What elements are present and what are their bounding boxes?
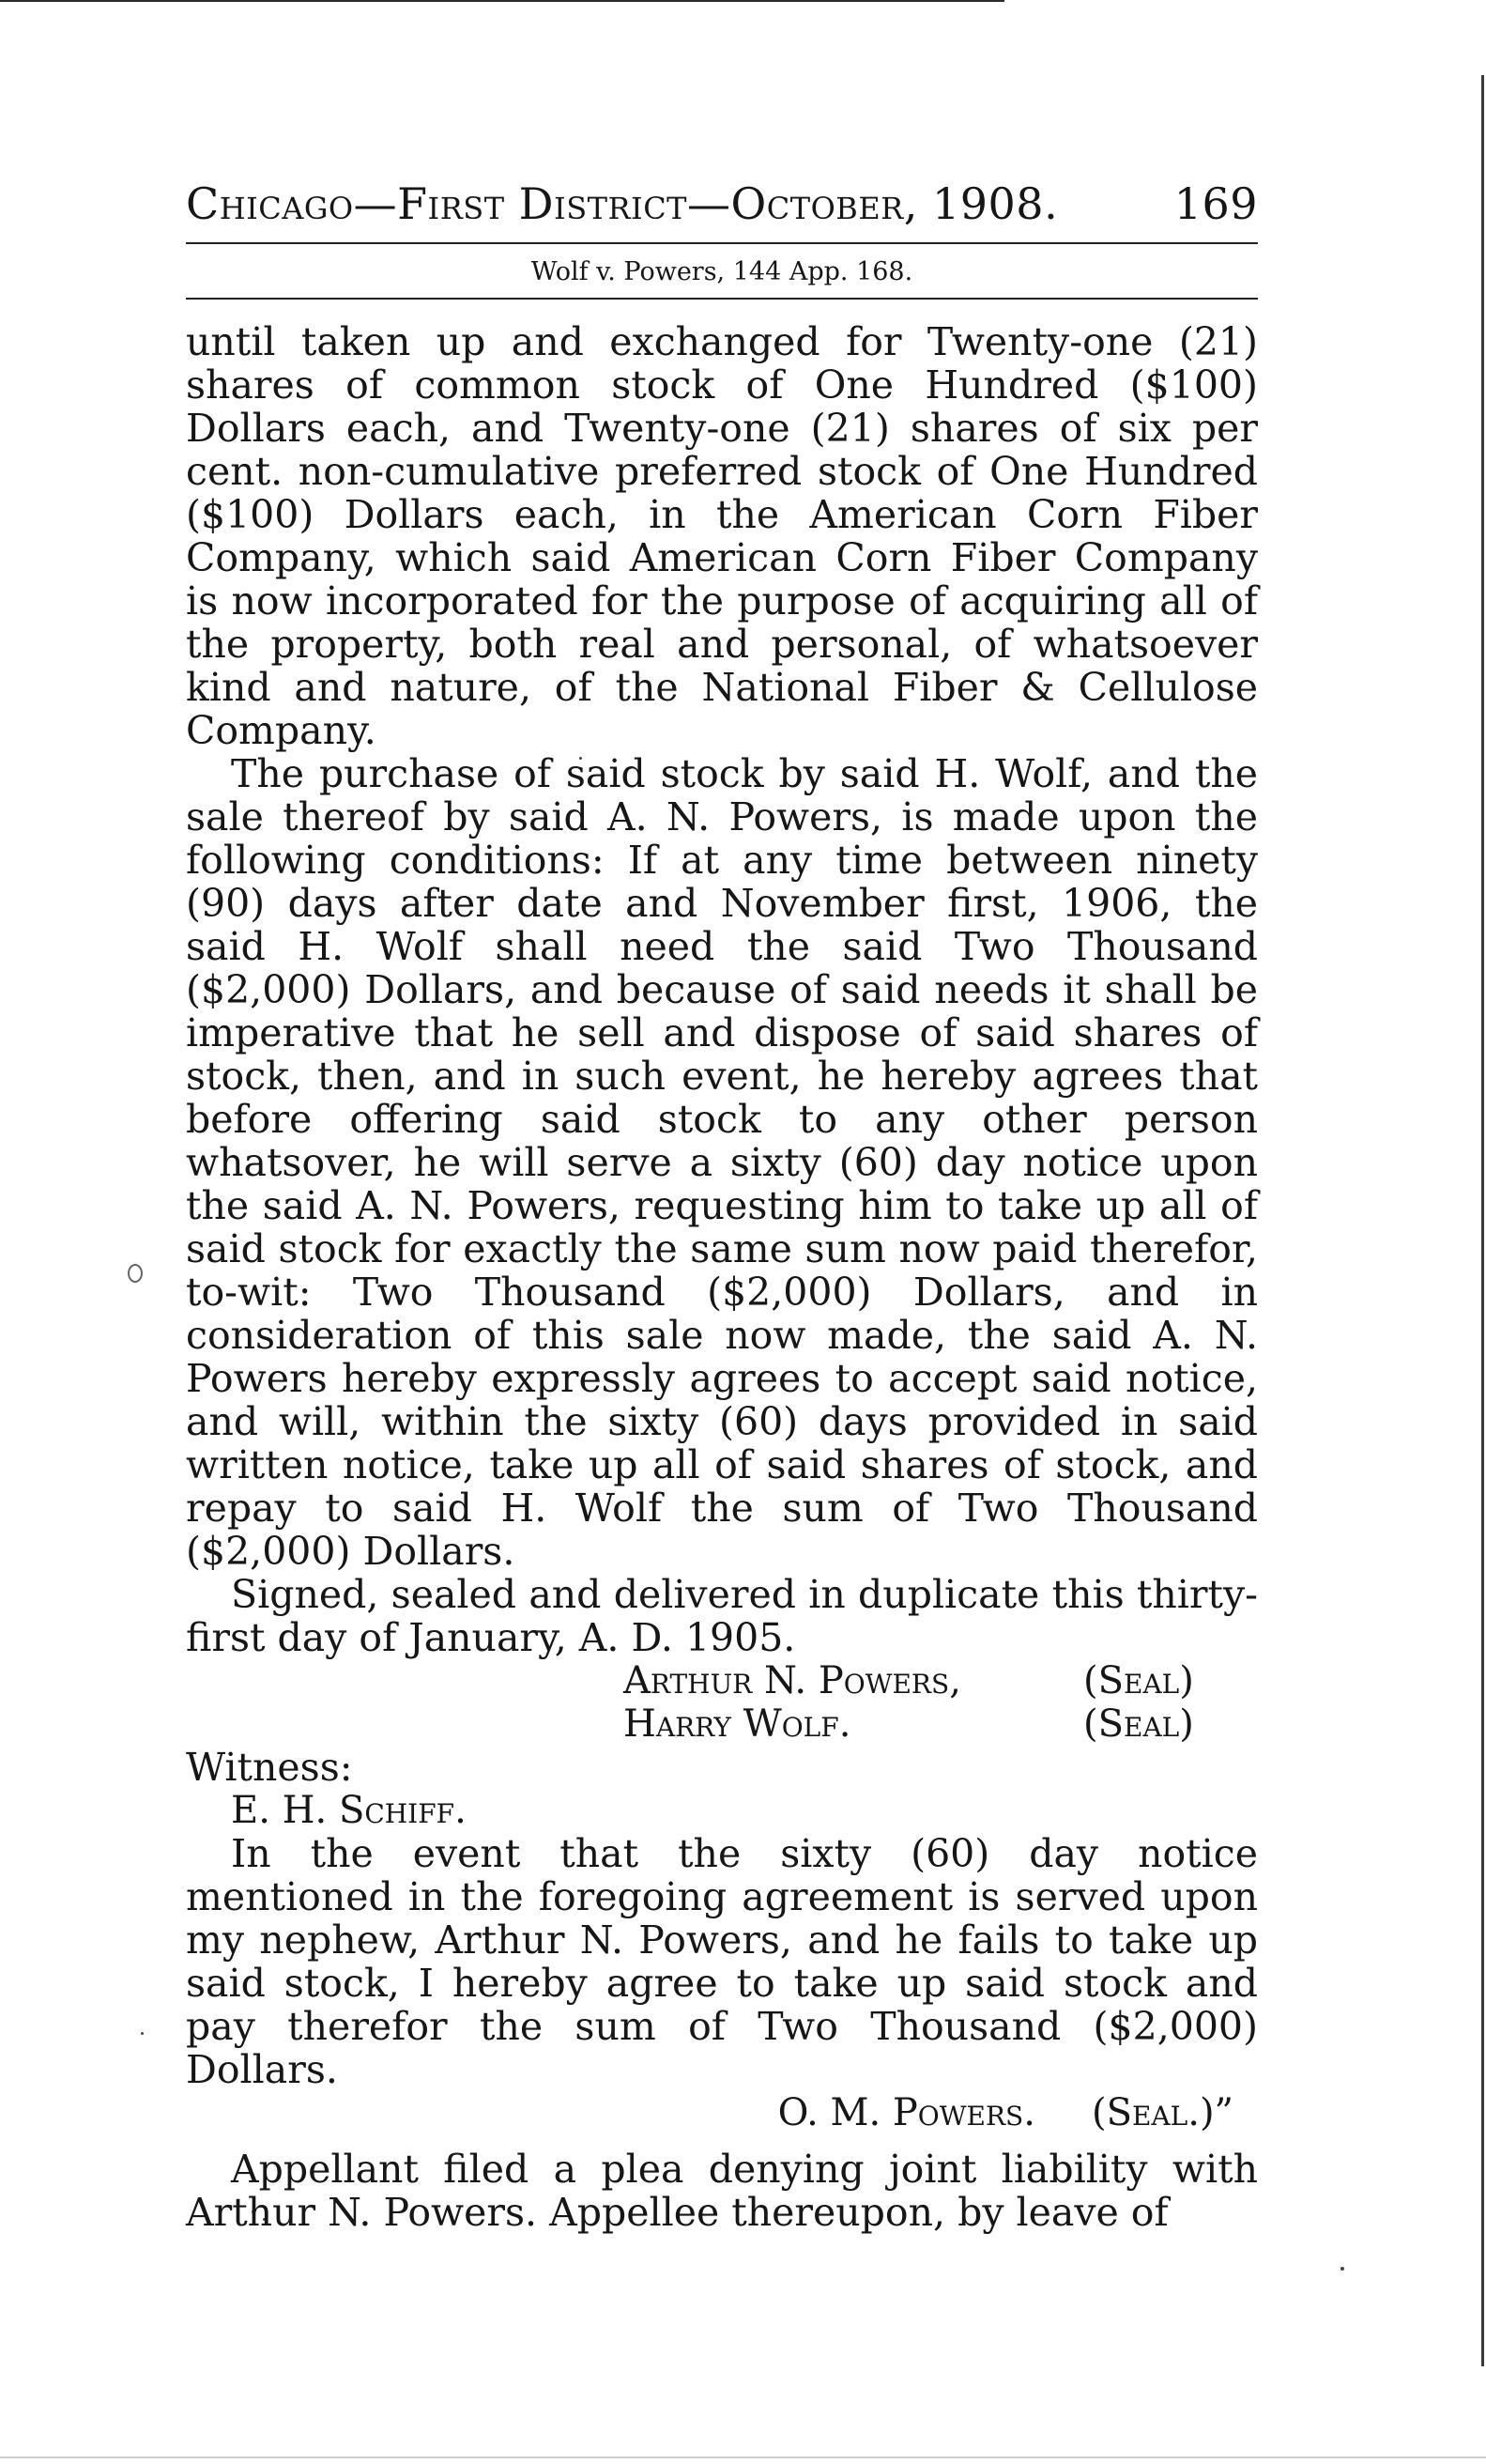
paragraph-3: Signed, sealed and delivered in duplicate this thirty-first day of January, A. D. 1905. (186, 1572, 1258, 1660)
witness-name: E. H. Schiff. (231, 1789, 467, 1832)
running-head (186, 178, 1258, 244)
paragraph-4: In the event that the sixty (60) day notice mentioned in the foregoing agreement is served upon my nephew, Arthur N. Powers, and he fails to take up said stock, I hereby agree to take up said stock and pay therefor the sum of Two Thousand ($2,000) Dollars. (186, 1831, 1258, 2092)
scan-edge-right (1481, 75, 1484, 2366)
signature-line-2 (186, 1702, 1258, 1746)
seal-mark: (Seal) (1083, 1702, 1194, 1746)
paragraph-1: until taken up and exchanged for Twenty-one (21) shares of common stock of One Hundred ($100) Dollars each, and Twenty-one (21) shares of six per cent. non-cumulative preferred stock of One Hundred ($100) Dollars each, in the American Corn Fiber Company, which said American Corn Fiber Company is now incorporated for the purpose of acquiring all of the property, both real and personal, of whatsoever kind and nature, of the National Fiber & Cellulose Company. (186, 319, 1258, 753)
signer-name: Arthur N. Powers, (623, 1659, 961, 1702)
signature-line-1 (186, 1659, 1258, 1702)
guarantor-signature (186, 2091, 1258, 2134)
case-citation: Wolf v. Powers, 144 App. 168. (186, 244, 1258, 300)
scan-edge-top (0, 0, 1004, 2)
signer-name: Harry Wolf. (623, 1702, 851, 1746)
page-number: 169 (1173, 178, 1258, 229)
body-text (186, 320, 1258, 2234)
seal-mark: (Seal.)” (1091, 2091, 1233, 2134)
guarantor-name: O. M. Powers. (777, 2091, 1035, 2134)
running-head-title: Chicago—First District—October, 1908. (186, 178, 1059, 229)
page (186, 178, 1258, 2234)
paragraph-5: Appellant filed a plea denying joint liability with Arthur N. Powers. Appellee thereupon, by leave of (186, 2147, 1258, 2235)
scan-speck (1340, 2267, 1344, 2271)
witness-label: Witness: (186, 1745, 353, 1790)
paragraph-2: The purchase of said stock by said H. Wolf, and the sale thereof by said A. N. Powers, is made upon the following conditions: If at any time between ninety (90) days after date and November first, 1906, the said H. Wolf shall need the said Two Thousand ($2,000) Dollars, and because of said needs it shall be imperative that he sell and dispose of said shares of stock, then, and in such event, he hereby agrees that before offering said stock to any other person whatsover, he will serve a sixty (60) day notice upon the said A. N. Powers, requesting him to take up all of said stock for exactly the same sum now paid therefor, to-wit: Two Thousand ($2,000) Dollars, and in consideration of this sale now made, the said A. N. Powers hereby expressly agrees to accept said notice, and will, within the sixty (60) days provided in said written notice, take up all of said shares of stock, and repay to said H. Wolf the sum of Two Thousand ($2,000) Dollars. (186, 751, 1258, 1574)
scan-edge-bottom (0, 2456, 1486, 2458)
scan-speck (141, 2032, 144, 2035)
seal-mark: (Seal) (1083, 1659, 1194, 1702)
scan-speck (128, 1264, 143, 1283)
